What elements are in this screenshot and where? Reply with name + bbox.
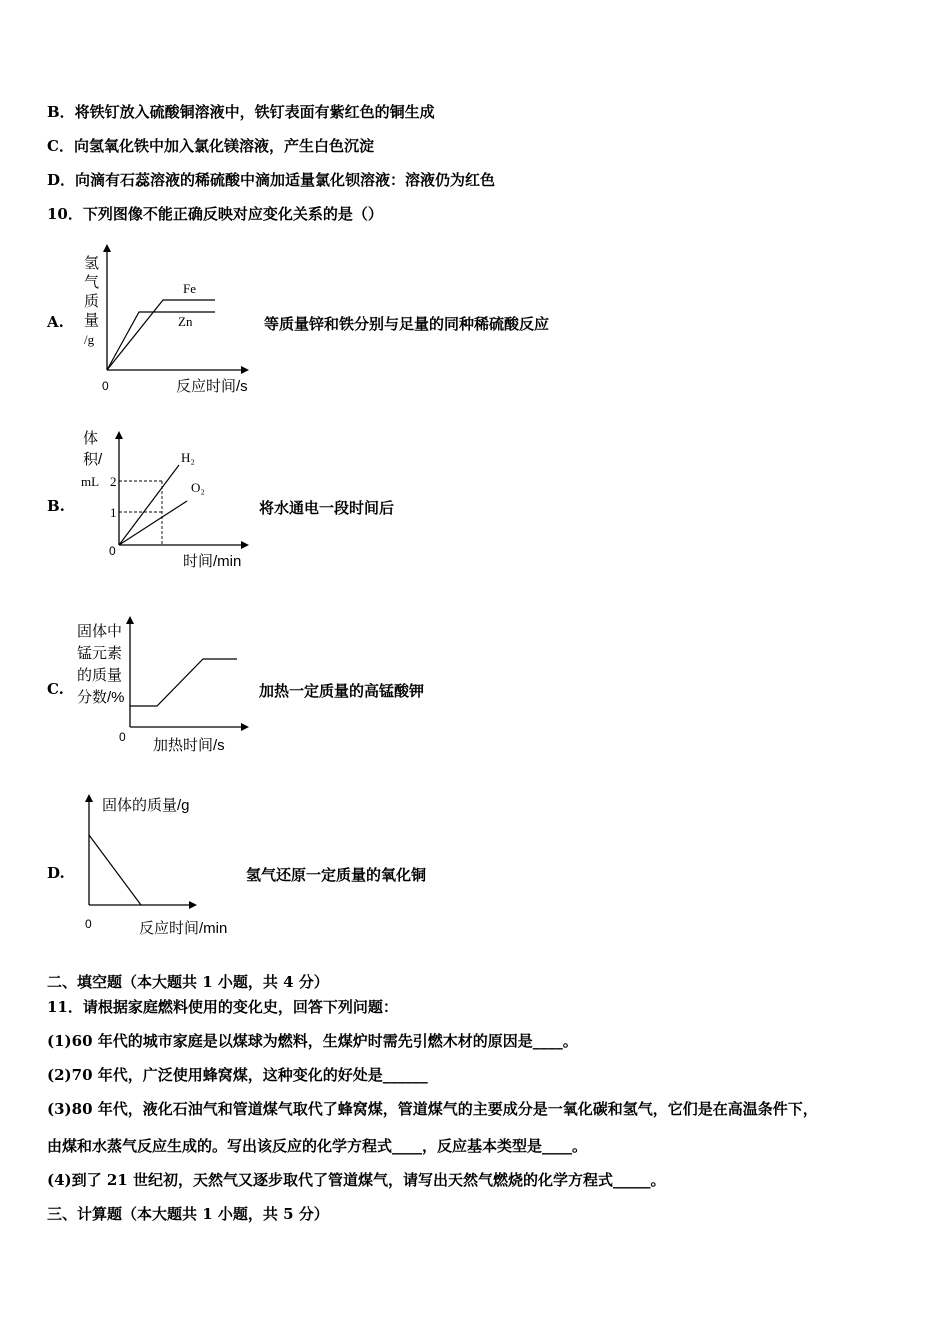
graph-b-ylabel-2: 积/ [83, 451, 103, 468]
graph-d-origin: 0 [85, 917, 92, 931]
graph-c-ylabel-2: 锰元素 [77, 645, 123, 662]
graph-c [75, 610, 275, 760]
graph-b-tick-1: 1 [110, 505, 117, 520]
graph-d-x-arrow [189, 901, 197, 909]
question-11-part-3a: (3)80 年代，液化石油气和管道煤气取代了蜂窝煤，管道煤气的主要成分是一氧化碳和氢气，它们是在高温条件下， [47, 1100, 818, 1118]
graph-b [75, 425, 275, 575]
graph-a-curve-zn [107, 312, 215, 370]
graph-c-curve [130, 659, 237, 706]
option-c-text: C．向氢氧化铁中加入氯化镁溶液，产生白色沉淀 [47, 137, 374, 155]
graph-b-y-arrow [115, 431, 123, 439]
graph-a-ylabel-5: /g [84, 332, 95, 347]
graph-a-series-zn: Zn [178, 314, 193, 329]
section-3-heading: 三、计算题（本大题共 1 小题，共 5 分） [47, 1205, 329, 1223]
q10-option-c-desc: 加热一定质量的高锰酸钾 [259, 682, 425, 700]
graph-b-tick-2: 2 [110, 474, 117, 489]
graph-a-origin: 0 [102, 379, 109, 393]
graph-d [75, 790, 275, 940]
question-11-part-2: (2)70 年代，广泛使用蜂窝煤，这种变化的好处是______ [47, 1066, 428, 1084]
q10-option-d-label: D. [47, 864, 65, 882]
graph-b-series-o2: O₂ [191, 480, 205, 495]
graph-a-curve-fe [107, 300, 215, 370]
graph-b-series-h2: H₂ [181, 450, 195, 465]
graph-c-ylabel-1: 固体中 [77, 623, 123, 640]
section-2-heading: 二、填空题（本大题共 1 小题，共 4 分） [47, 973, 329, 991]
graph-a-ylabel-2: 气 [84, 274, 100, 291]
graph-b-ylabel-3: mL [81, 474, 100, 489]
graph-a-ylabel-3: 质 [84, 293, 100, 310]
graph-c-xlabel: 加热时间/s [153, 737, 225, 754]
q10-option-b-label: B. [47, 497, 65, 515]
graph-b-curve-o2 [119, 501, 187, 545]
graph-a-ylabel-1: 氢 [84, 255, 100, 272]
graph-b-xlabel: 时间/min [183, 553, 242, 570]
graph-b-origin: 0 [109, 544, 116, 558]
graph-d-curve [89, 835, 141, 905]
graph-a [75, 240, 275, 400]
q10-option-d-desc: 氢气还原一定质量的氧化铜 [246, 866, 427, 884]
question-11-part-4: (4)到了 21 世纪初，天然气又逐步取代了管道煤气，请写出天然气燃烧的化学方程式_____。 [47, 1171, 666, 1189]
graph-a-y-arrow [103, 244, 111, 252]
graph-c-y-arrow [126, 616, 134, 624]
graph-a-series-fe: Fe [183, 281, 196, 296]
graph-b-x-arrow [241, 541, 249, 549]
graph-c-ylabel-3: 的质量 [77, 667, 123, 684]
question-11-stem: 11．请根据家庭燃料使用的变化史，回答下列问题： [47, 998, 398, 1016]
question-11-part-3b: 由煤和水蒸气反应生成的。写出该反应的化学方程式____，反应基本类型是____。 [47, 1137, 588, 1155]
graph-d-xlabel: 反应时间/min [139, 920, 228, 937]
graph-a-xlabel: 反应时间/s [176, 378, 248, 395]
q10-option-b-desc: 将水通电一段时间后 [259, 499, 395, 517]
option-d-text: D．向滴有石蕊溶液的稀硫酸中滴加适量氯化钡溶液：溶液仍为红色 [47, 171, 496, 189]
question-11-part-1: (1)60 年代的城市家庭是以煤球为燃料，生煤炉时需先引燃木材的原因是____。 [47, 1032, 578, 1050]
graph-c-ylabel-4: 分数/% [77, 689, 125, 706]
q10-option-a-label: A. [47, 313, 64, 331]
graph-b-ylabel-1: 体 [83, 430, 99, 447]
graph-b-curve-h2 [119, 465, 179, 545]
q10-option-a-desc: 等质量锌和铁分别与足量的同种稀硫酸反应 [264, 315, 550, 333]
graph-a-x-arrow [241, 366, 249, 374]
graph-c-origin: 0 [119, 730, 126, 744]
question-10-stem: 10．下列图像不能正确反映对应变化关系的是（） [47, 205, 383, 223]
graph-d-ylabel: 固体的质量/g [102, 797, 190, 814]
graph-a-ylabel-4: 量 [84, 312, 100, 329]
option-b-text: B．将铁钉放入硫酸铜溶液中，铁钉表面有紫红色的铜生成 [47, 103, 435, 121]
graph-d-y-arrow [85, 794, 93, 802]
graph-c-x-arrow [241, 723, 249, 731]
q10-option-c-label: C. [47, 680, 64, 698]
